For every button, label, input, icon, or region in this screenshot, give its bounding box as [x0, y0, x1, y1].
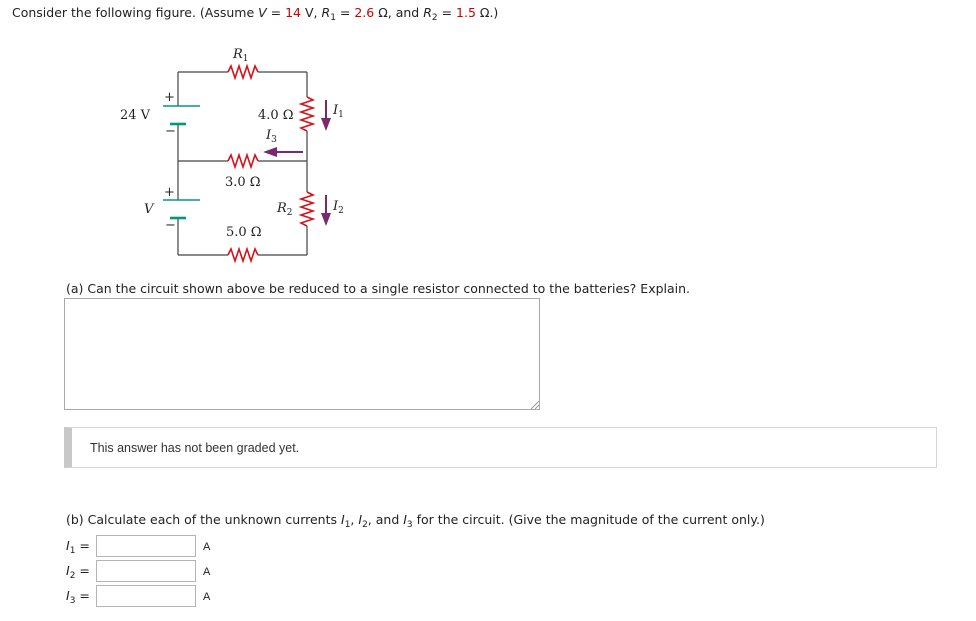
label-r2: $R_2$ [277, 201, 293, 218]
arrow-i2 [321, 195, 331, 226]
v-value: 14 [285, 5, 302, 20]
minus-sign-bottom: − [165, 218, 176, 233]
resistor-5ohm [228, 249, 258, 261]
part-a-answer-textarea[interactable] [64, 298, 540, 410]
label-v: V [144, 202, 154, 217]
i2-label: $I_2$ = [66, 563, 90, 581]
label-5ohm: 5.0 Ω [226, 225, 262, 240]
plus-sign-bottom: + [164, 185, 175, 200]
resistor-r2 [301, 192, 313, 226]
i2-unit: A [203, 566, 211, 578]
i2-answer-input[interactable] [96, 560, 196, 582]
label-i2: $I_2$ [333, 199, 344, 216]
question-intro: Consider the following figure. (Assume V = 14 V, $R_1 = 2.6$ Ω, and $R_2 = 1.5$ Ω.) [12, 5, 499, 23]
label-3ohm: 3.0 Ω [225, 175, 261, 190]
battery-v [163, 200, 200, 218]
plus-sign-top: + [164, 90, 175, 105]
arrow-i3 [263, 147, 303, 157]
circuit-figure [110, 40, 370, 270]
r1-value: 2.6 [354, 5, 375, 20]
label-4ohm: 4.0 Ω [258, 108, 294, 123]
i3-answer-input[interactable] [96, 585, 196, 607]
resistor-r1 [228, 66, 258, 78]
grading-status-text: This answer has not been graded yet. [90, 441, 300, 455]
r2-value: 1.5 [456, 5, 476, 20]
resistor-3ohm [228, 155, 258, 167]
i3-label: $I_3$ = [66, 588, 90, 606]
resize-grip-icon[interactable] [531, 401, 539, 409]
i1-unit: A [203, 541, 211, 553]
resistor-4ohm [301, 97, 313, 131]
label-r1: $R_1$ [233, 47, 249, 64]
arrow-i1 [321, 100, 331, 131]
label-i1: $I_1$ [333, 103, 344, 120]
battery-24v [163, 106, 200, 124]
label-i3: $I_3$ [266, 128, 277, 145]
i1-answer-input[interactable] [96, 535, 196, 557]
i1-label: $I_1$ = [66, 538, 90, 556]
part-a-question: (a) Can the circuit shown above be reduced to a single resistor connected to the batteries? Explain. [66, 281, 691, 296]
i3-unit: A [203, 591, 211, 603]
label-24v: 24 V [120, 108, 151, 123]
minus-sign-top: − [165, 124, 176, 139]
grading-status-box [64, 427, 937, 468]
part-b-question: (b) Calculate each of the unknown currents $I_1$, $I_2$, and $I_3$ for the circuit. (Give the magnitude of the current only.) [66, 512, 765, 530]
